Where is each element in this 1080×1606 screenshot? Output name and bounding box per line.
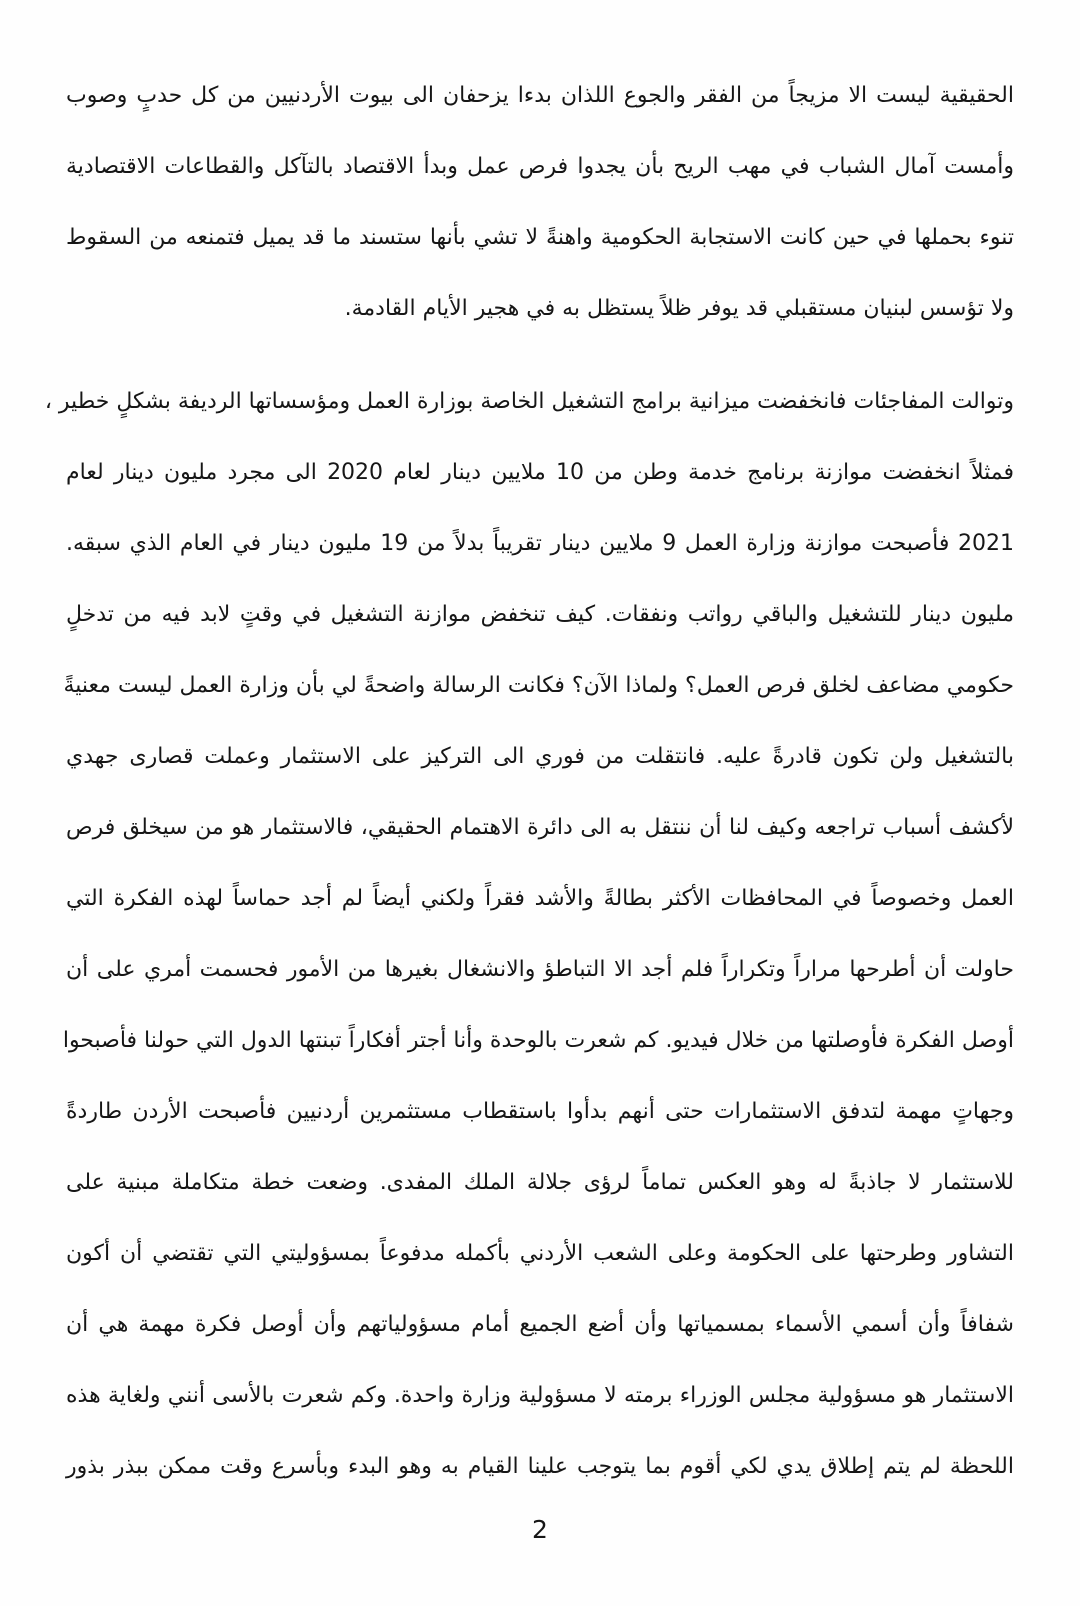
document-line: مليون دينار للتشغيل والباقي رواتب ونفقات. كيف تنخفض موازنة التشغيل في وقتٍ لابد فيه من تدخلٍ (66, 602, 1014, 627)
paragraph-2 (44, 366, 1014, 1502)
document-line: حكومي مضاعف لخلق فرص العمل؟ ولماذا الآن؟ فكانت الرسالة واضحةً لي بأن وزارة العمل ليست معنيةً (63, 673, 1014, 698)
document-line: للاستثمار لا جاذبةً له وهو العكس تماماً لرؤى جلالة الملك المفدى. وضعت خطة متكاملة مبنية على (66, 1170, 1014, 1195)
document-line: بالتشغيل ولن تكون قادرةً عليه. فانتقلت من فوري الى التركيز على الاستثمار وعملت قصارى جهدي (66, 744, 1014, 769)
document-line: فمثلاً انخفضت موازنة برنامج خدمة وطن من 10 ملايين دينار لعام 2020 الى مجرد مليون دينار لعام (66, 460, 1014, 485)
document-line: الحقيقية ليست الا مزيجاً من الفقر والجوع اللذان بدءا يزحفان الى بيوت الأردنيين من كل حدبٍ وصوب (66, 83, 1014, 108)
document-line: لأكشف أسباب تراجعه وكيف لنا أن ننتقل به الى دائرة الاهتمام الحقيقي، فالاستثمار هو من سيخلق فرص (66, 815, 1014, 840)
document-line: أوصل الفكرة فأوصلتها من خلال فيديو. كم شعرت بالوحدة وأنا أجتر أفكاراً تبنتها الدول التي حولنا فأصبحوا (62, 1028, 1014, 1053)
document-line: اللحظة لم يتم إطلاق يدي لكي أقوم بما يتوجب علينا القيام به وهو البدء وبأسرع وقت ممكن ببذر بذور (66, 1454, 1014, 1479)
document-line: الاستثمار هو مسؤولية مجلس الوزراء برمته لا مسؤولية وزارة واحدة. وكم شعرت بالأسى أنني ولغاية هذه (66, 1383, 1014, 1408)
document-line: حاولت أن أطرحها مراراً وتكراراً فلم أجد الا التباطؤ والانشغال بغيرها من الأمور فحسمت أمري على أن (66, 957, 1014, 982)
document-line: العمل وخصوصاً في المحافظات الأكثر بطالةً والأشد فقراً ولكني أيضاً لم أجد حماساً لهذه الفكرة التي (66, 886, 1014, 911)
paragraph-1 (66, 60, 1014, 344)
page-number: 2 (532, 1515, 548, 1544)
document-line: وأمست آمال الشباب في مهب الريح بأن يجدوا فرص عمل وبدأ الاقتصاد بالتآكل والقطاعات الاقتصادية (66, 154, 1014, 179)
document-line: تنوء بحملها في حين كانت الاستجابة الحكومية واهنةً لا تشي بأنها ستسند ما قد يميل فتمنعه من السقوط (66, 225, 1014, 250)
document-line: ولا تؤسس لبنيان مستقبلي قد يوفر ظلاً يستظل به في هجير الأيام القادمة. (344, 296, 1014, 321)
document-text-block (44, 60, 1014, 1502)
document-line: شفافاً وأن أسمي الأسماء بمسمياتها وأن أضع الجميع أمام مسؤولياتهم وأن أوصل فكرة مهمة هي أن (66, 1312, 1014, 1337)
document-line: وجهاتٍ مهمة لتدفق الاستثمارات حتى أنهم بدأوا باستقطاب مستثمرين أردنيين فأصبحت الأردن طاردةً (66, 1099, 1014, 1124)
document-line: التشاور وطرحتها على الحكومة وعلى الشعب الأردني بأكمله مدفوعاً بمسؤوليتي التي تقتضي أن أكون (66, 1241, 1014, 1266)
document-line: 2021 فأصبحت موازنة وزارة العمل 9 ملايين دينار تقريباً بدلاً من 19 مليون دينار في العام الذي سبقه. (66, 531, 1014, 556)
document-line: وتوالت المفاجئات فانخفضت ميزانية برامج التشغيل الخاصة بوزارة العمل ومؤسساتها الرديفة بشكلٍ خطير ، (44, 389, 1014, 414)
